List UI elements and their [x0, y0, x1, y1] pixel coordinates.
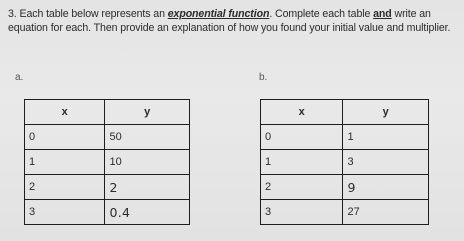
table-a-y-cell: 10: [105, 150, 190, 175]
table-a-header-row: [25, 100, 190, 125]
table-row: [261, 200, 429, 225]
table-b-y-cell-handwritten: 9: [343, 175, 429, 200]
table-a-x-cell: 3: [25, 200, 105, 225]
table-a-y-cell-handwritten: 0.4: [105, 200, 190, 225]
table-b-x-cell: 1: [261, 150, 343, 175]
table-a-x-cell: 2: [25, 175, 105, 200]
table-b-x-cell: 3: [261, 200, 343, 225]
table-b-x-cell: 0: [261, 125, 343, 150]
table-a-y-cell: 50: [105, 125, 190, 150]
table-row: [261, 150, 429, 175]
question-text: [8, 7, 458, 35]
table-b-x-cell: 2: [261, 175, 343, 200]
question-text-part-1: Each table below represents an: [19, 8, 165, 20]
table-a-y-cell-handwritten: 2: [105, 175, 190, 200]
table-b-header-x: x: [261, 100, 343, 125]
table-a: [24, 99, 190, 225]
question-text-part-2: . Complete each table: [269, 8, 371, 20]
table-row: [261, 125, 429, 150]
table-b-y-cell: 1: [343, 125, 429, 150]
table-a-header-y: y: [105, 100, 190, 125]
table-b-header-row: [261, 100, 429, 125]
table-a-x-cell: 1: [25, 150, 105, 175]
table-row: [25, 175, 190, 200]
table-a-x-cell: 0: [25, 125, 105, 150]
table-row: [25, 125, 190, 150]
question-number: 3.: [8, 8, 17, 20]
table-row: [25, 150, 190, 175]
question-bold-word: and: [373, 8, 392, 20]
table-b: [260, 99, 429, 225]
table-row: [261, 175, 429, 200]
table-b-header-y: y: [343, 100, 429, 125]
question-text-part-3: write an equation for each. Then provide an explanation of how you found your initial value and multiplier.: [8, 8, 451, 34]
table-b-y-cell: 3: [343, 150, 429, 175]
table-a-header-x: x: [25, 100, 105, 125]
table-row: [25, 200, 190, 225]
table-b-y-cell: 27: [343, 200, 429, 225]
part-b-label: b.: [259, 72, 268, 83]
part-a-label: a.: [15, 72, 24, 83]
question-emphasis: exponential function: [167, 8, 270, 20]
